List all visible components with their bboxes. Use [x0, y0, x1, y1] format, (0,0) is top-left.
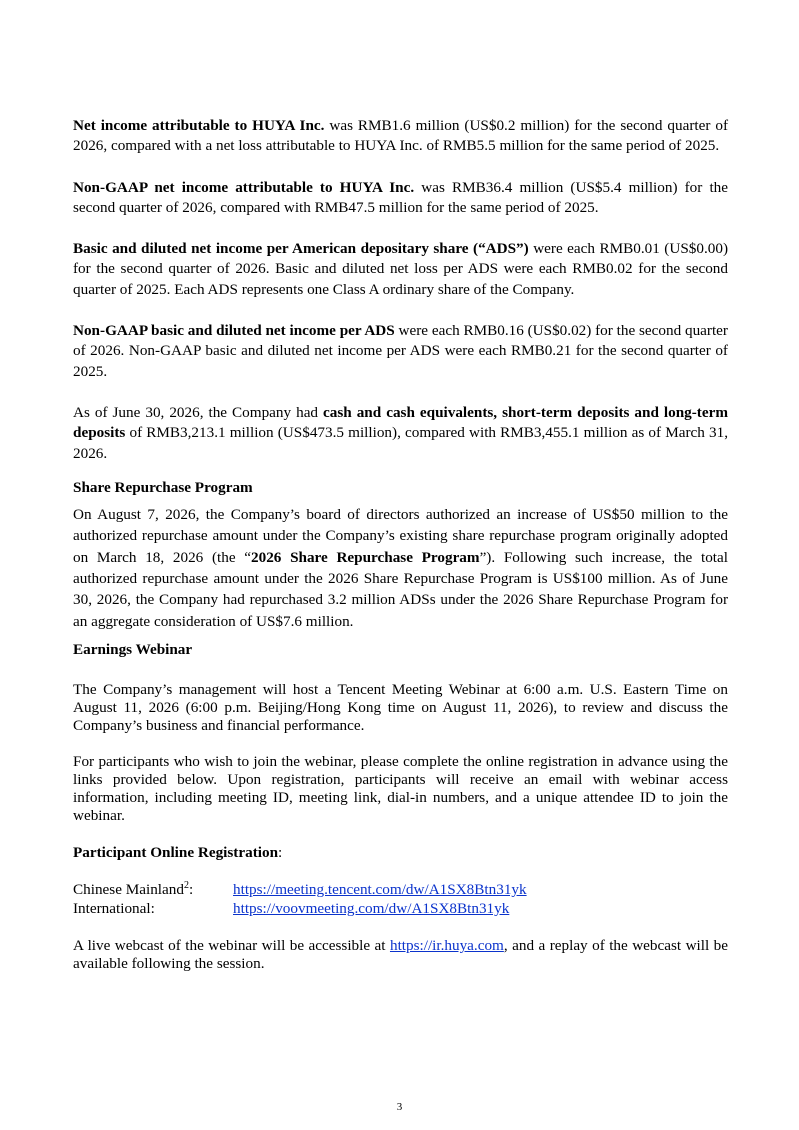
net-income-label: Net income attributable to HUYA Inc.	[73, 117, 325, 134]
page-number: 3	[396, 1101, 403, 1113]
registration-links	[73, 881, 728, 918]
net-income-paragraph: Net income attributable to HUYA Inc. was RMB1.6 million (US$0.2 million) for the second quarter of 2026, compared with a net loss attributable to HUYA Inc. of RMB5.5 million for the same period of 2025.	[73, 117, 729, 155]
earnings-webinar-heading: Earnings Webinar	[73, 641, 193, 659]
mainland-registration-link[interactable]: https://meeting.tencent.com/dw/A1SX8Btn31yk	[233, 881, 527, 899]
webinar-paragraph: The Company’s management will host a Tencent Meeting Webinar at 6:00 a.m. U.S. Eastern Time on August 11, 2026 (6:00 p.m. Beijing/Hong Kong time on August 11, 2026), to review and discuss the Company’s business and financial performance.	[73, 681, 728, 735]
income-per-ads-label: Basic and diluted net income per American depositary share (“ADS”)	[73, 240, 529, 258]
non-gaap-income-per-ads-paragraph: Non-GAAP basic and diluted net income per ADS were each RMB0.16 (US$0.02) for the second quarter of 2026. Non-GAAP basic and diluted net income per ADS were each RMB0.21 for the second quarter of 2025.	[73, 322, 728, 380]
mainland-label: Chinese Mainland$^2$:	[73, 880, 194, 899]
registration-info-paragraph: For participants who wish to join the webinar, please complete the online registration in advance using the links provided below. Upon registration, participants will receive an email with webinar access information, including meeting ID, meeting link, dial-in numbers, and a unique attendee ID to join the webinar.	[73, 753, 728, 825]
international-registration-link[interactable]: https://voovmeeting.com/dw/A1SX8Btn31yk	[233, 899, 510, 917]
income-per-ads-paragraph: Basic and diluted net income per American depositary share (“ADS”) were each RMB0.01 (US$0.00) for the second quarter of 2026. Basic and diluted net loss per ADS were each RMB0.02 for the second quarter of 2025. Each ADS represents one Class A ordinary share of the Company.	[73, 240, 728, 298]
webcast-link[interactable]: https://ir.huya.com	[389, 937, 504, 955]
webcast-paragraph: A live webcast of the webinar will be accessible at https://ir.huya.com, and a replay of the webcast will be available following the session.	[73, 937, 729, 973]
registration-heading: Participant Online Registration:	[73, 844, 283, 862]
share-repurchase-paragraph: On August 7, 2026, the Company’s board of directors authorized an increase of US$50 million to the authorized repurchase amount under the Company’s existing share repurchase program originally adopted on March 18, 2026 (the “2026 Share Repurchase Program”). Following such increase, the total authorized repurchase amount under the 2026 Share Repurchase Program is US$100 million. As of June 30, 2026, the Company had repurchased 3.2 million ADSs under the 2026 Share Repurchase Program for an aggregate consideration of US$7.6 million.	[73, 505, 728, 630]
non-gaap-net-income-paragraph: Non-GAAP net income attributable to HUYA Inc. was RMB36.4 million (US$5.4 million) for the second quarter of 2026, compared with RMB47.5 million for the same period of 2025.	[73, 178, 728, 216]
international-label: International:	[73, 899, 155, 917]
non-gaap-net-income-label: Non-GAAP net income attributable to HUYA Inc.	[73, 178, 415, 196]
share-repurchase-program-name: 2026 Share Repurchase Program	[251, 548, 480, 566]
share-repurchase-heading: Share Repurchase Program	[73, 478, 253, 496]
non-gaap-income-per-ads-label: Non-GAAP basic and diluted net income per ADS	[73, 322, 395, 340]
cash-paragraph: As of June 30, 2026, the Company had cash and cash equivalents, short-term deposits and long-term deposits of RMB3,213.1 million (US$473.5 million), compared with RMB3,455.1 million as of March 31, 2026.	[73, 403, 728, 462]
document-page	[73, 116, 728, 973]
cash-label: cash and cash equivalents, short-term deposits and long-term deposits	[73, 403, 728, 442]
